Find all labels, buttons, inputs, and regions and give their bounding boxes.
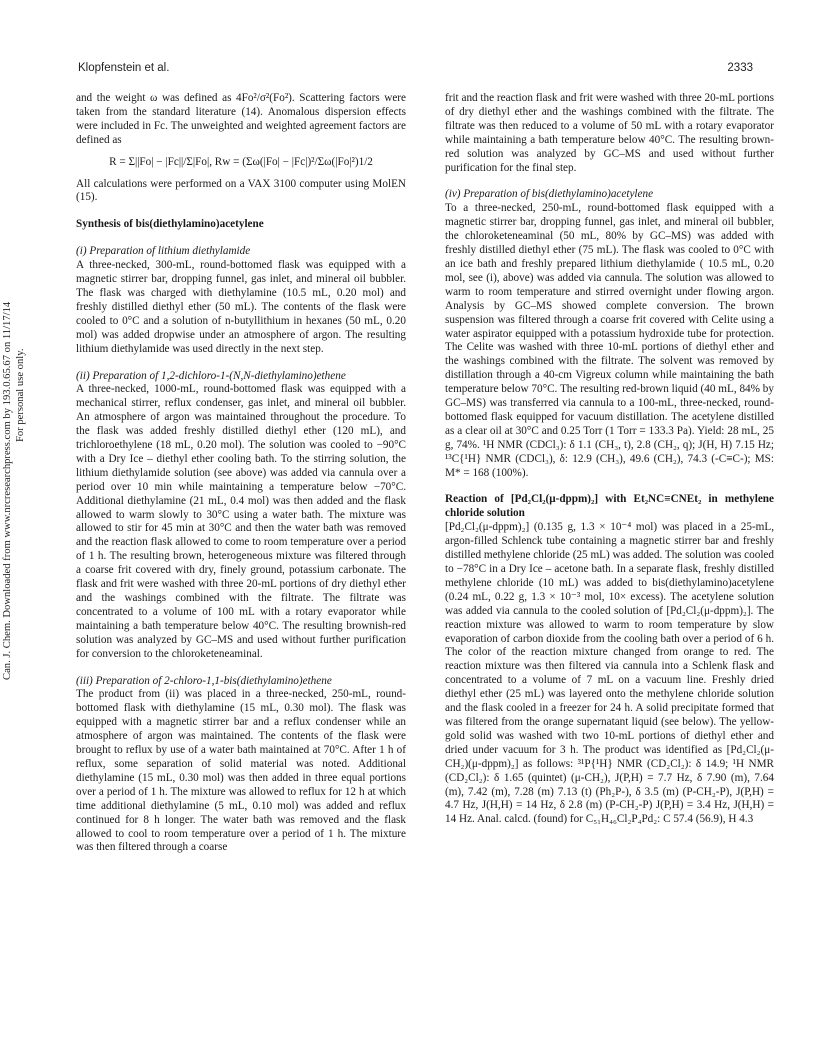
- subheading-iv: (iv) Preparation of bis(diethylamino)acetylene: [445, 188, 654, 201]
- download-notice-line1: Can. J. Chem. Downloaded from www.nrcresearchpress.com by 193.0.65.67 on 11/17/14: [2, 301, 13, 680]
- paragraph-i: A three-necked, 300-mL, round-bottomed flask was equipped with a magnetic stirrer bar, dropping funnel, gas inlet, and mineral oil bubbler. The flask was charged with diethylamine (10.5 mL, 0.20 mol) and freshly distilled diethyl ether (50 mL). The contents of the flask were cooled to 0°C and a solution of n-butyllithium in hexanes (50 mL, 0.20 mol) was added dropwise under an atmosphere of argon. The resulting lithium diethylamide was used directly in the next step.: [76, 259, 406, 355]
- paragraph-ii: A three-necked, 1000-mL, round-bottomed flask was equipped with a mechanical stirrer, reflux condenser, gas inlet, and mineral oil bubbler. An atmosphere of argon was maintained throughout the procedure. To the flask was added freshly distilled diethyl ether (120 mL), and trichloroethylene (18 mL, 0.20 mol). The solution was cooled to −90°C with a Dry Ice – diethyl ether cooling bath. To the stirring solution, the lithium diethylamide solution (see above) was added via cannula over a period over 10 min while maintaining a temperature below −70°C. Additional diethylamine (21 mL, 0.4 mol) was then added and the flask allowed to warm slowly to 30°C using a water bath. The mixture was allowed to stir for 45 min at 30°C and then the water bath was removed and the reaction flask allowed to come to room temperature over a period of 1 h. The resulting brown, heterogeneous mixture was filtered through a coarse frit covered with dry, finely ground, potassium carbonate. The flask and frit were washed with three 20-mL portions of dry diethyl ether and the washings combined with the filtrate. The filtrate was concentrated to a volume of 100 mL with a rotary evaporator while maintaining a bath temperature below 40°C. The resulting brownish-red solution was analyzed by GC–MS and used without further purification for conversion to the chloroketeneaminal.: [76, 383, 406, 660]
- right-column: [445, 92, 774, 827]
- left-column: [76, 92, 406, 855]
- equation-agreement-factors: R = Σ||Fo| − |Fc||/Σ|Fo|, Rw = (Σω(|Fo| − |Fc|)²/Σω(|Fo|²)1/2: [109, 155, 373, 168]
- paragraph-continued: frit and the reaction flask and frit were washed with three 20-mL portions of dry diethyl ether and the washings combined with the filtrate. The filtrate was then reduced to a volume of 50 mL with a rotary evaporator while maintaining a bath temperature below 40°C. The resulting brown-red solution was analyzed by GC–MS and used without further purification for the final step.: [445, 92, 774, 174]
- section-heading-synthesis: Synthesis of bis(diethylamino)acetylene: [76, 218, 264, 231]
- subheading-ii: (ii) Preparation of 1,2-dichloro-1-(N,N-diethylamino)ethene: [76, 369, 346, 382]
- paragraph-weight: and the weight ω was defined as 4Fo²/σ²(Fo²). Scattering factors were taken from the standard literature (14). Anomalous dispersion effects were included in Fc. The unweighted and weighted agreement factors are defined as: [76, 92, 406, 146]
- paragraph-iv: To a three-necked, 250-mL, round-bottomed flask equipped with a magnetic stirrer bar, dropping funnel, gas inlet, and mineral oil bubbler, the chloroketeneaminal (50 mL, 80% by GC–MS) was added with freshly distilled diethyl ether (75 mL). The flask was cooled to 0°C with an ice bath and freshly prepared lithium diethylamide ( 10.5 mL, 0.20 mol, see (i), above) was added via cannula. The solution was allowed to warm to room temperature and stirred overnight under flowing argon. Analysis by GC–MS showed complete conversion. The brown suspension was filtered through a coarse frit covered with Celite using a water aspirator equipped with a potassium hydroxide tube for protection. The Celite was washed with three 10-mL portions of diethyl ether and the washings combined with the filtrate. The solvent was removed by distillation through a 40-cm Vigreux column while maintaining the bath temperature below 70°C. The resulting red-brown liquid (40 mL, 84% by GC–MS) was transferred via cannula to a 100-mL, three-necked, round-bottomed flask equipped for vacuum distillation. The acetylene distilled as a clear oil at 30°C and 0.25 Torr (1 Torr = 133.3 Pa). Yield: 28 mL, 25 g, 74%. ¹H NMR (CDCl₃): δ 1.1 (CH₃, t), 2.8 (CH₂, q); J(H, H) 7.15 Hz; ¹³C{¹H} NMR (CDCl₃), δ: 12.9 (CH₃), 49.6 (CH₂), 74.3 (-C≡C-); MS: M* = 168 (100%).: [445, 202, 774, 479]
- paragraph-reaction: [Pd₂Cl₂(μ-dppm)₂] (0.135 g, 1.3 × 10⁻⁴ mol) was placed in a 25-mL, argon-filled Schlenck tube containing a magnetic stirrer bar and freshly distilled methylene chloride (25 mL) was added. The solution was cooled to −78°C in a Dry Ice – acetone bath. In a separate flask, freshly distilled methylene chloride (10 mL) was added to bis(diethylamino)acetylene (0.24 mL, 0.22 g, 1.3 × 10⁻³ mol, 10× excess). The acetylene solution was added via cannula to the cooled solution of [Pd₂Cl₂(μ-dppm)₂]. The reaction mixture was allowed to warm to room temperature by slow evaporation of carbon dioxide from the cooling bath over a period of 6 h. The color of the reaction mixture changed from orange to red. The reaction mixture was then filtered via cannula into a Schlenk flask and concentrated to a volume of 7 mL on a vacuum line. Freshly dried diethyl ether (25 mL) was layered onto the methylene chloride solution and the flask cooled in a freezer for 24 h. A solid precipitate formed that was filtered from the orange supernatant liquid (see below). The yellow-gold solid was washed with two 10-mL portions of diethyl ether and dried under vacuum for 3 h. The product was identified as [Pd₂Cl₂(μ-CH₂)(μ-dppm)₂] as follows: ³¹P{¹H} NMR (CD₂Cl₂): δ 14.9; ¹H NMR (CD₂Cl₂): δ 1.65 (quintet) (μ-CH₂), J(P,H) = 7.7 Hz, δ 7.90 (m), 7.64 (m), 7.42 (m), 7.28 (m) 7.13 (t) (Ph₂P-), δ 3.5 (m) (P-CH₂-P), J(P,H) = 4.7 Hz, J(H,H) = 14 Hz, δ 2.8 (m) (P-CH₂-P) J(P,H) = 3.4 Hz, J(H,H) = 14 Hz. Anal. calcd. (found) for C₅₁H₄₆Cl₂P₄Pd₂: C 57.4 (56.9), H 4.3: [445, 521, 774, 826]
- page-number: 2333: [727, 62, 753, 74]
- download-notice-line2: For personal use only.: [14, 348, 26, 442]
- running-header-authors: Klopfenstein et al.: [78, 62, 170, 74]
- download-watermark: [0, 160, 40, 680]
- section-heading-reaction: Reaction of [Pd₂Cl₂(μ-dppm)₂] with Et₂NC≡CNEt₂ in methylene chloride solution: [445, 493, 774, 520]
- subheading-i: (i) Preparation of lithium diethylamide: [76, 245, 251, 258]
- paragraph-calculations: All calculations were performed on a VAX 3100 computer using MolEN (15).: [76, 177, 406, 204]
- subheading-iii: (iii) Preparation of 2-chloro-1,1-bis(diethylamino)ethene: [76, 674, 332, 687]
- download-notice: [2, 302, 27, 680]
- paragraph-iii: The product from (ii) was placed in a three-necked, 250-mL, round-bottomed flask with diethylamine (15 mL, 0.30 mol). The flask was equipped with a magnetic stirrer bar and a reflux condenser while an atmosphere of argon was maintained. The contents of the flask were brought to reflux by use of a water bath maintained at 70°C. After 1 h of reflux, some separation of solid material was noted. Additional diethylamine (15 mL, 0.30 mol) was then added in three equal portions over a period of 1 h. The mixture was allowed to reflux for 12 h at which time additional diethylamine (5 mL, 0.10 mol) was added and reflux continued for 8 h longer. The water bath was removed and the flask allowed to cool to room temperature over a period of 1 h. The mixture was then filtered through a coarse: [76, 688, 406, 854]
